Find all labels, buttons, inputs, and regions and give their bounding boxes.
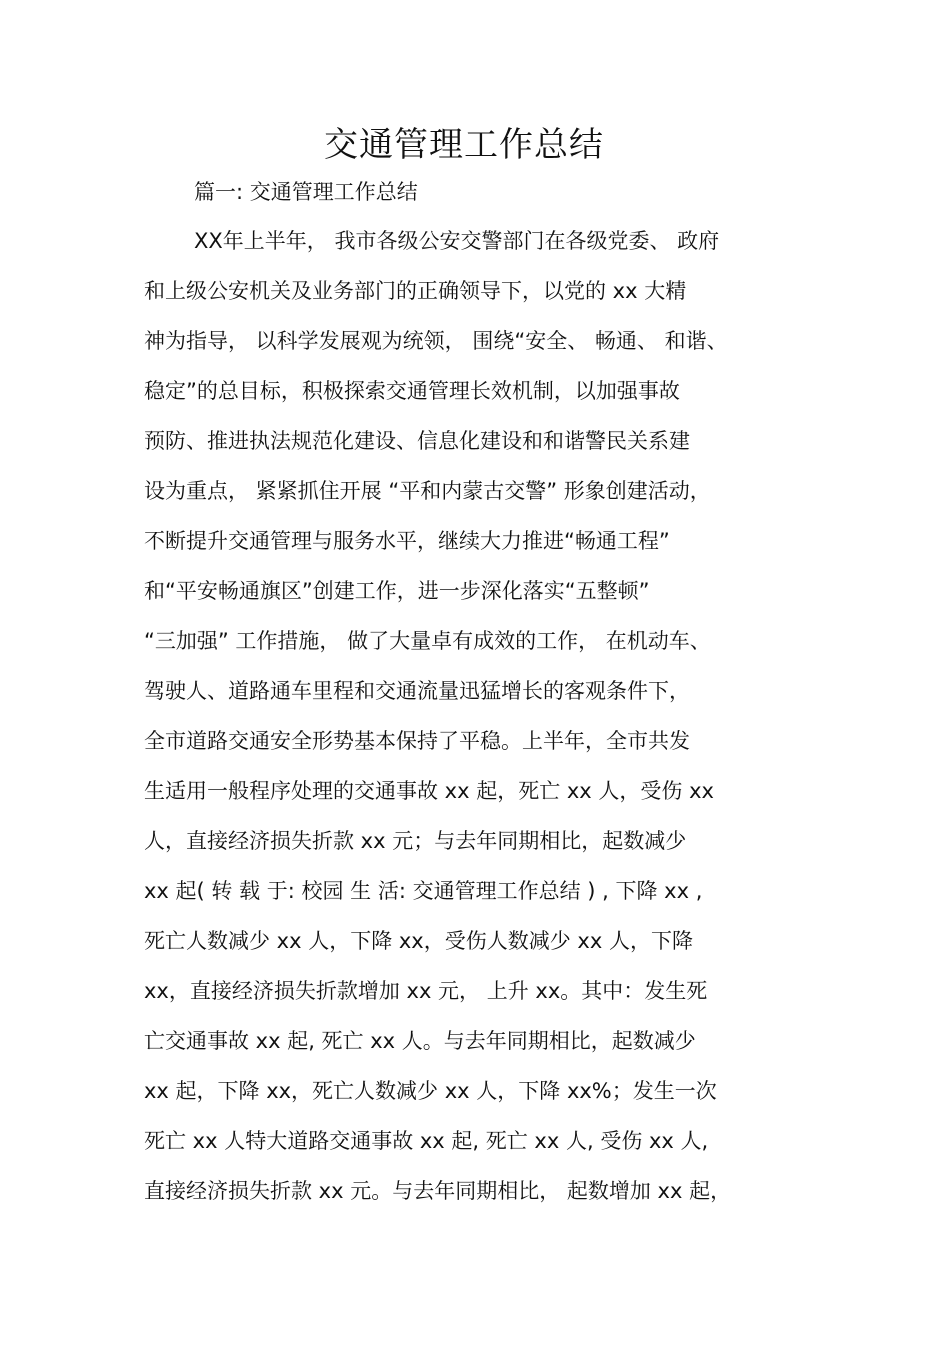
text-line: 直接经济损失折款 xx 元。与去年同期相比， 起数增加 xx 起， xyxy=(144,1179,732,1203)
text-line: xx，直接经济损失折款增加 xx 元， 上升 xx。其中：发生死 xyxy=(144,979,708,1003)
text-line: xx 起( 转 载 于: 校园 生 活: 交通管理工作总结 ) , 下降 xx , xyxy=(144,879,703,903)
text-line: 设为重点， 紧紧抓住开展 “平和内蒙古交警” 形象创建活动， xyxy=(144,479,711,503)
text-line: 人，直接经济损失折款 xx 元；与去年同期相比，起数减少 xyxy=(144,829,687,853)
text-line: 和“平安畅通旗区”创建工作，进一步深化落实“五整顿” xyxy=(144,579,650,603)
text-line: 神为指导， 以科学发展观为统领， 围绕“安全、 畅通、 和谐、 xyxy=(144,329,728,353)
text-line: 和上级公安机关及业务部门的正确领导下，以党的 xx 大精 xyxy=(144,279,687,303)
text-line: 不断提升交通管理与服务水平，继续大力推进“畅通工程” xyxy=(144,529,670,553)
text-line: 亡交通事故 xx 起, 死亡 xx 人。与去年同期相比，起数减少 xyxy=(144,1029,696,1053)
text-line: 驾驶人、道路通车里程和交通流量迅猛增长的客观条件下， xyxy=(144,679,690,703)
text-line: xx 起，下降 xx，死亡人数减少 xx 人，下降 xx%；发生一次 xyxy=(144,1079,717,1103)
text-line: XX年上半年， 我市各级公安交警部门在各级党委、 政府 xyxy=(194,229,720,253)
text-line: 死亡人数减少 xx 人，下降 xx，受伤人数减少 xx 人，下降 xyxy=(144,929,693,953)
text-line: 全市道路交通安全形势基本保持了平稳。上半年，全市共发 xyxy=(144,729,690,753)
text-line: 预防、推进执法规范化建设、信息化建设和和谐警民关系建 xyxy=(144,429,690,453)
document-subtitle: 篇一: 交通管理工作总结 xyxy=(194,180,418,204)
document-title: 交通管理工作总结 xyxy=(324,125,604,165)
text-line: 生适用一般程序处理的交通事故 xx 起，死亡 xx 人，受伤 xx xyxy=(144,779,714,803)
text-line: 死亡 xx 人特大道路交通事故 xx 起, 死亡 xx 人, 受伤 xx 人, xyxy=(144,1129,709,1153)
text-line: “三加强” 工作措施， 做了大量卓有成效的工作， 在机动车、 xyxy=(144,629,711,653)
document-body xyxy=(144,222,824,1222)
text-line: 稳定”的总目标，积极探索交通管理长效机制，以加强事故 xyxy=(144,379,680,403)
